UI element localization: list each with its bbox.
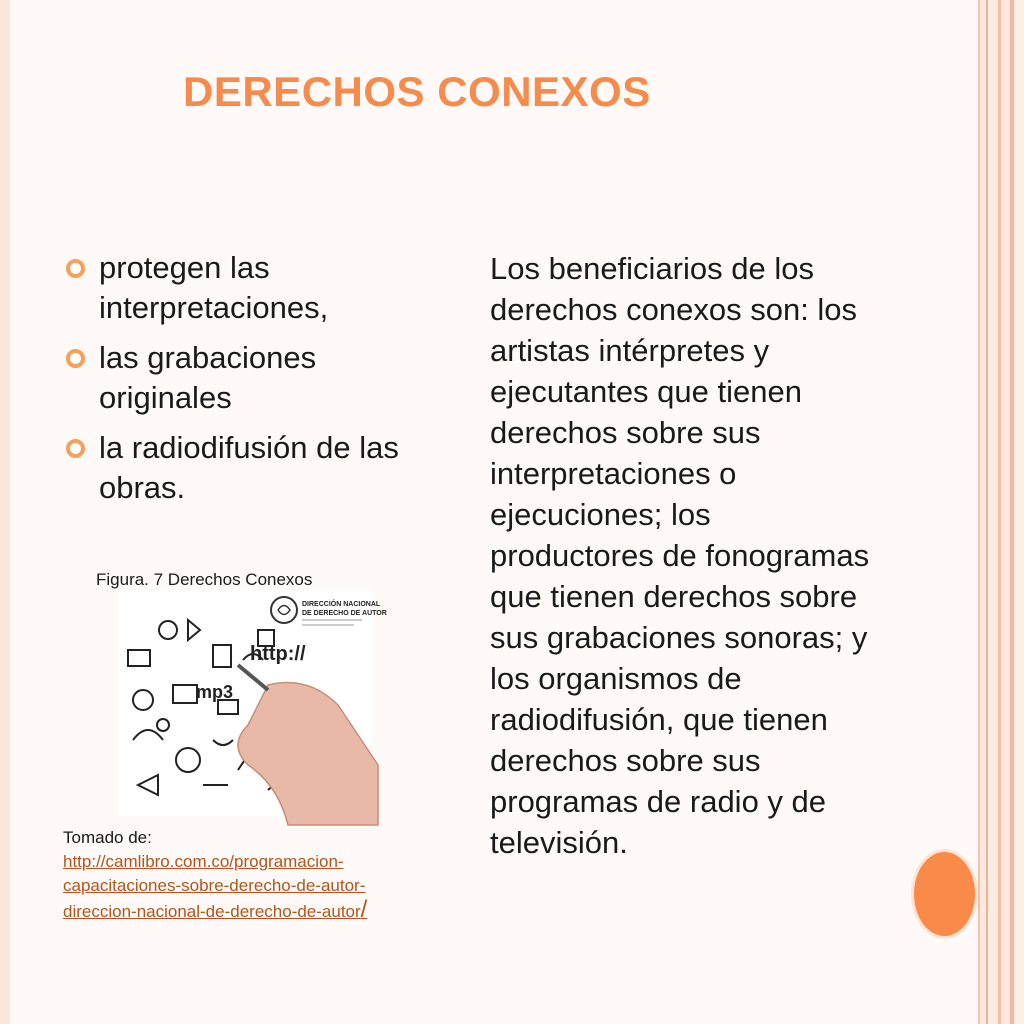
figure-image — [118, 590, 387, 816]
bullet-text: las grabaciones originales — [99, 340, 317, 415]
bullet-item — [66, 248, 446, 328]
ring-bullet-icon — [66, 439, 85, 458]
pen-icon — [238, 665, 268, 690]
source-link-text: http://camlibro.com.co/programacion-capacitaciones-sobre-derecho-de-autor-direccion-nacional-de-derecho-de-autor — [63, 852, 366, 921]
logo-text-1: DIRECCIÓN NACIONAL — [302, 601, 381, 608]
doodle-hand-illustration — [118, 590, 387, 816]
decorative-circle — [914, 852, 975, 936]
source-label: Tomado de: — [63, 828, 152, 847]
bullet-text: protegen las interpretaciones, — [99, 250, 329, 325]
beneficiaries-text: Los beneficiarios de los derechos conexos son: los artistas intérpretes y ejecutantes que tienen derechos sobre sus interpretaciones o ejecuciones; los productores de fonogramas que tienen derechos sobre sus grabaciones sonoras; y los organismos de radiodifusión, que tienen derechos sobre sus programas de radio y de televisión. — [490, 251, 870, 860]
doodle-mp3-text: mp3 — [196, 682, 234, 702]
ring-bullet-icon — [66, 259, 85, 278]
bullet-item — [66, 428, 446, 508]
hand-drawing — [238, 683, 378, 826]
source-link-end: / — [360, 896, 368, 923]
dnda-logo — [271, 597, 387, 625]
slide-title: DERECHOS CONEXOS — [183, 68, 651, 115]
bullet-text: la radiodifusión de las obras. — [99, 430, 399, 505]
doodle-http-text: http:// — [250, 643, 306, 665]
bullet-item — [66, 338, 446, 418]
figure-caption: Figura. 7 Derechos Conexos — [96, 570, 313, 589]
logo-text-2: DE DERECHO DE AUTOR — [302, 610, 387, 617]
source-link[interactable] — [63, 852, 367, 921]
ring-bullet-icon — [66, 349, 85, 368]
right-stripe-frame — [978, 0, 1024, 1024]
source-block — [63, 826, 403, 924]
bullet-list — [66, 248, 446, 518]
